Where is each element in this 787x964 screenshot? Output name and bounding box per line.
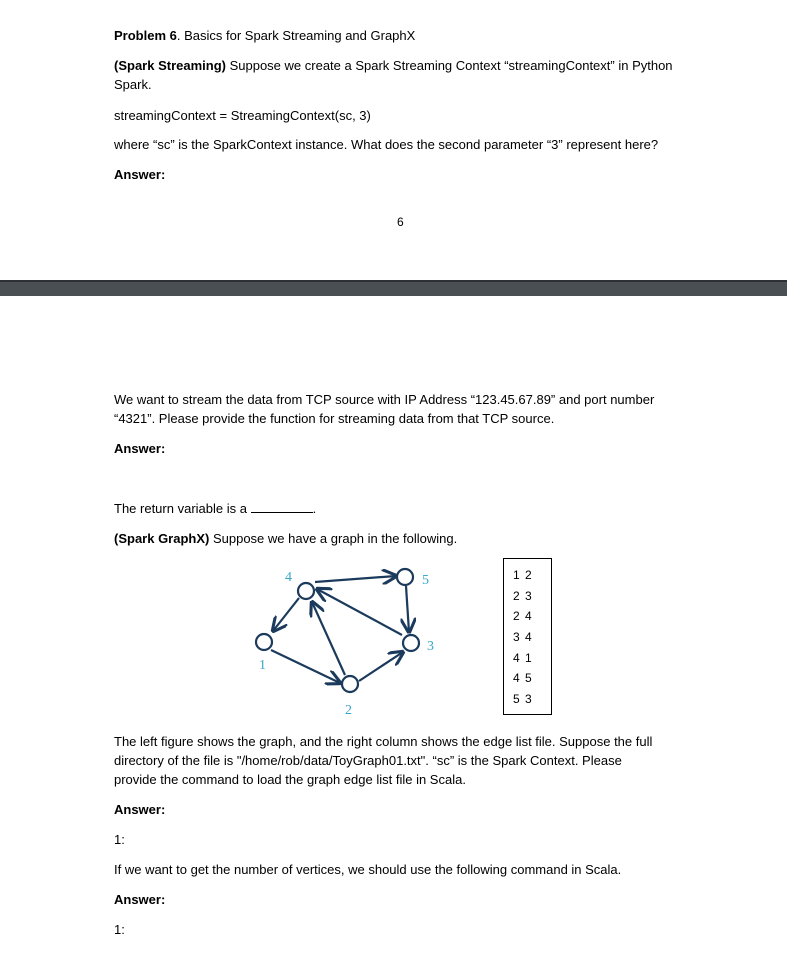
tcp-question-line-2: “4321”. Please provide the function for streaming data from that TCP source.: [114, 411, 555, 426]
streaming-code: streamingContext = StreamingContext(sc, 3): [114, 108, 371, 123]
graphx-desc-line-2: directory of the file is "/home/rob/data/ToyGraph01.txt". “sc” is the Spark Context. Please: [114, 753, 622, 768]
edge-list-row: 3 4: [513, 630, 533, 644]
edge-2-4: [312, 602, 345, 675]
vertex-1: [256, 634, 272, 650]
streaming-intro-text: Suppose we create a Spark Streaming Context “streamingContext” in Python: [225, 58, 673, 73]
return-suffix: .: [312, 501, 317, 516]
tcp-question-line-1: We want to stream the data from TCP source with IP Address “123.45.67.89” and port number: [114, 392, 655, 407]
vertex-4: [298, 583, 314, 599]
streaming-intro-line-2: Spark.: [114, 77, 152, 92]
return-blank: [251, 499, 313, 513]
graphx-answer-number-2: 1:: [114, 922, 125, 937]
edge-2-3: [359, 652, 403, 681]
edge-4-1: [273, 598, 299, 631]
graphx-intro-text: Suppose we have a graph in the following.: [209, 531, 458, 546]
tcp-answer-label: Answer:: [114, 441, 166, 456]
graphx-answer-number-1: 1:: [114, 832, 125, 847]
edge-list-row: 4 1: [513, 651, 533, 665]
vertex-5: [397, 569, 413, 585]
streaming-intro-line-1: [114, 56, 673, 75]
edge-1-2: [271, 650, 340, 683]
vertex-2: [342, 676, 358, 692]
streaming-question: where “sc” is the SparkContext instance. What does the second parameter “3” represent here?: [114, 137, 659, 152]
vertex-label-4: 4: [285, 570, 292, 585]
page-number: 6: [397, 215, 404, 229]
edge-5-3: [406, 586, 409, 632]
graphx-answer-label-2: Answer:: [114, 892, 166, 907]
edge-list-row: 2 4: [513, 609, 533, 623]
edge-list-box: [503, 558, 552, 715]
page-separator: [0, 280, 787, 296]
return-prefix: The return variable is a: [114, 501, 251, 516]
graphx-desc-line-3: provide the command to load the graph edge list file in Scala.: [114, 772, 466, 787]
vertex-label-3: 3: [427, 639, 434, 654]
problem-title-text: . Basics for Spark Streaming and GraphX: [176, 28, 416, 43]
graphx-answer-label-1: Answer:: [114, 802, 166, 817]
graphx-desc-line-1: The left figure shows the graph, and the right column shows the edge list file. Suppose the full: [114, 734, 653, 749]
vertex-label-5: 5: [422, 573, 429, 588]
graphx-intro: [114, 529, 457, 548]
vertices-question: If we want to get the number of vertices, we should use the following command in Scala.: [114, 862, 622, 877]
vertex-3: [403, 635, 419, 651]
edge-list-row: 4 5: [513, 671, 533, 685]
graphx-heading: (Spark GraphX): [114, 531, 210, 546]
problem-label: Problem 6: [114, 28, 177, 43]
edge-4-5: [315, 576, 396, 582]
edge-list-row: 1 2: [513, 568, 533, 582]
edge-list-row: 2 3: [513, 589, 533, 603]
vertex-label-2: 2: [345, 703, 352, 718]
streaming-answer-label: Answer:: [114, 167, 166, 182]
edge-list-row: 5 3: [513, 692, 533, 706]
streaming-heading: (Spark Streaming): [114, 58, 226, 73]
edge-3-4: [317, 589, 402, 635]
return-variable-line: [114, 499, 316, 518]
vertex-label-1: 1: [259, 658, 266, 673]
problem-title: [114, 26, 415, 45]
